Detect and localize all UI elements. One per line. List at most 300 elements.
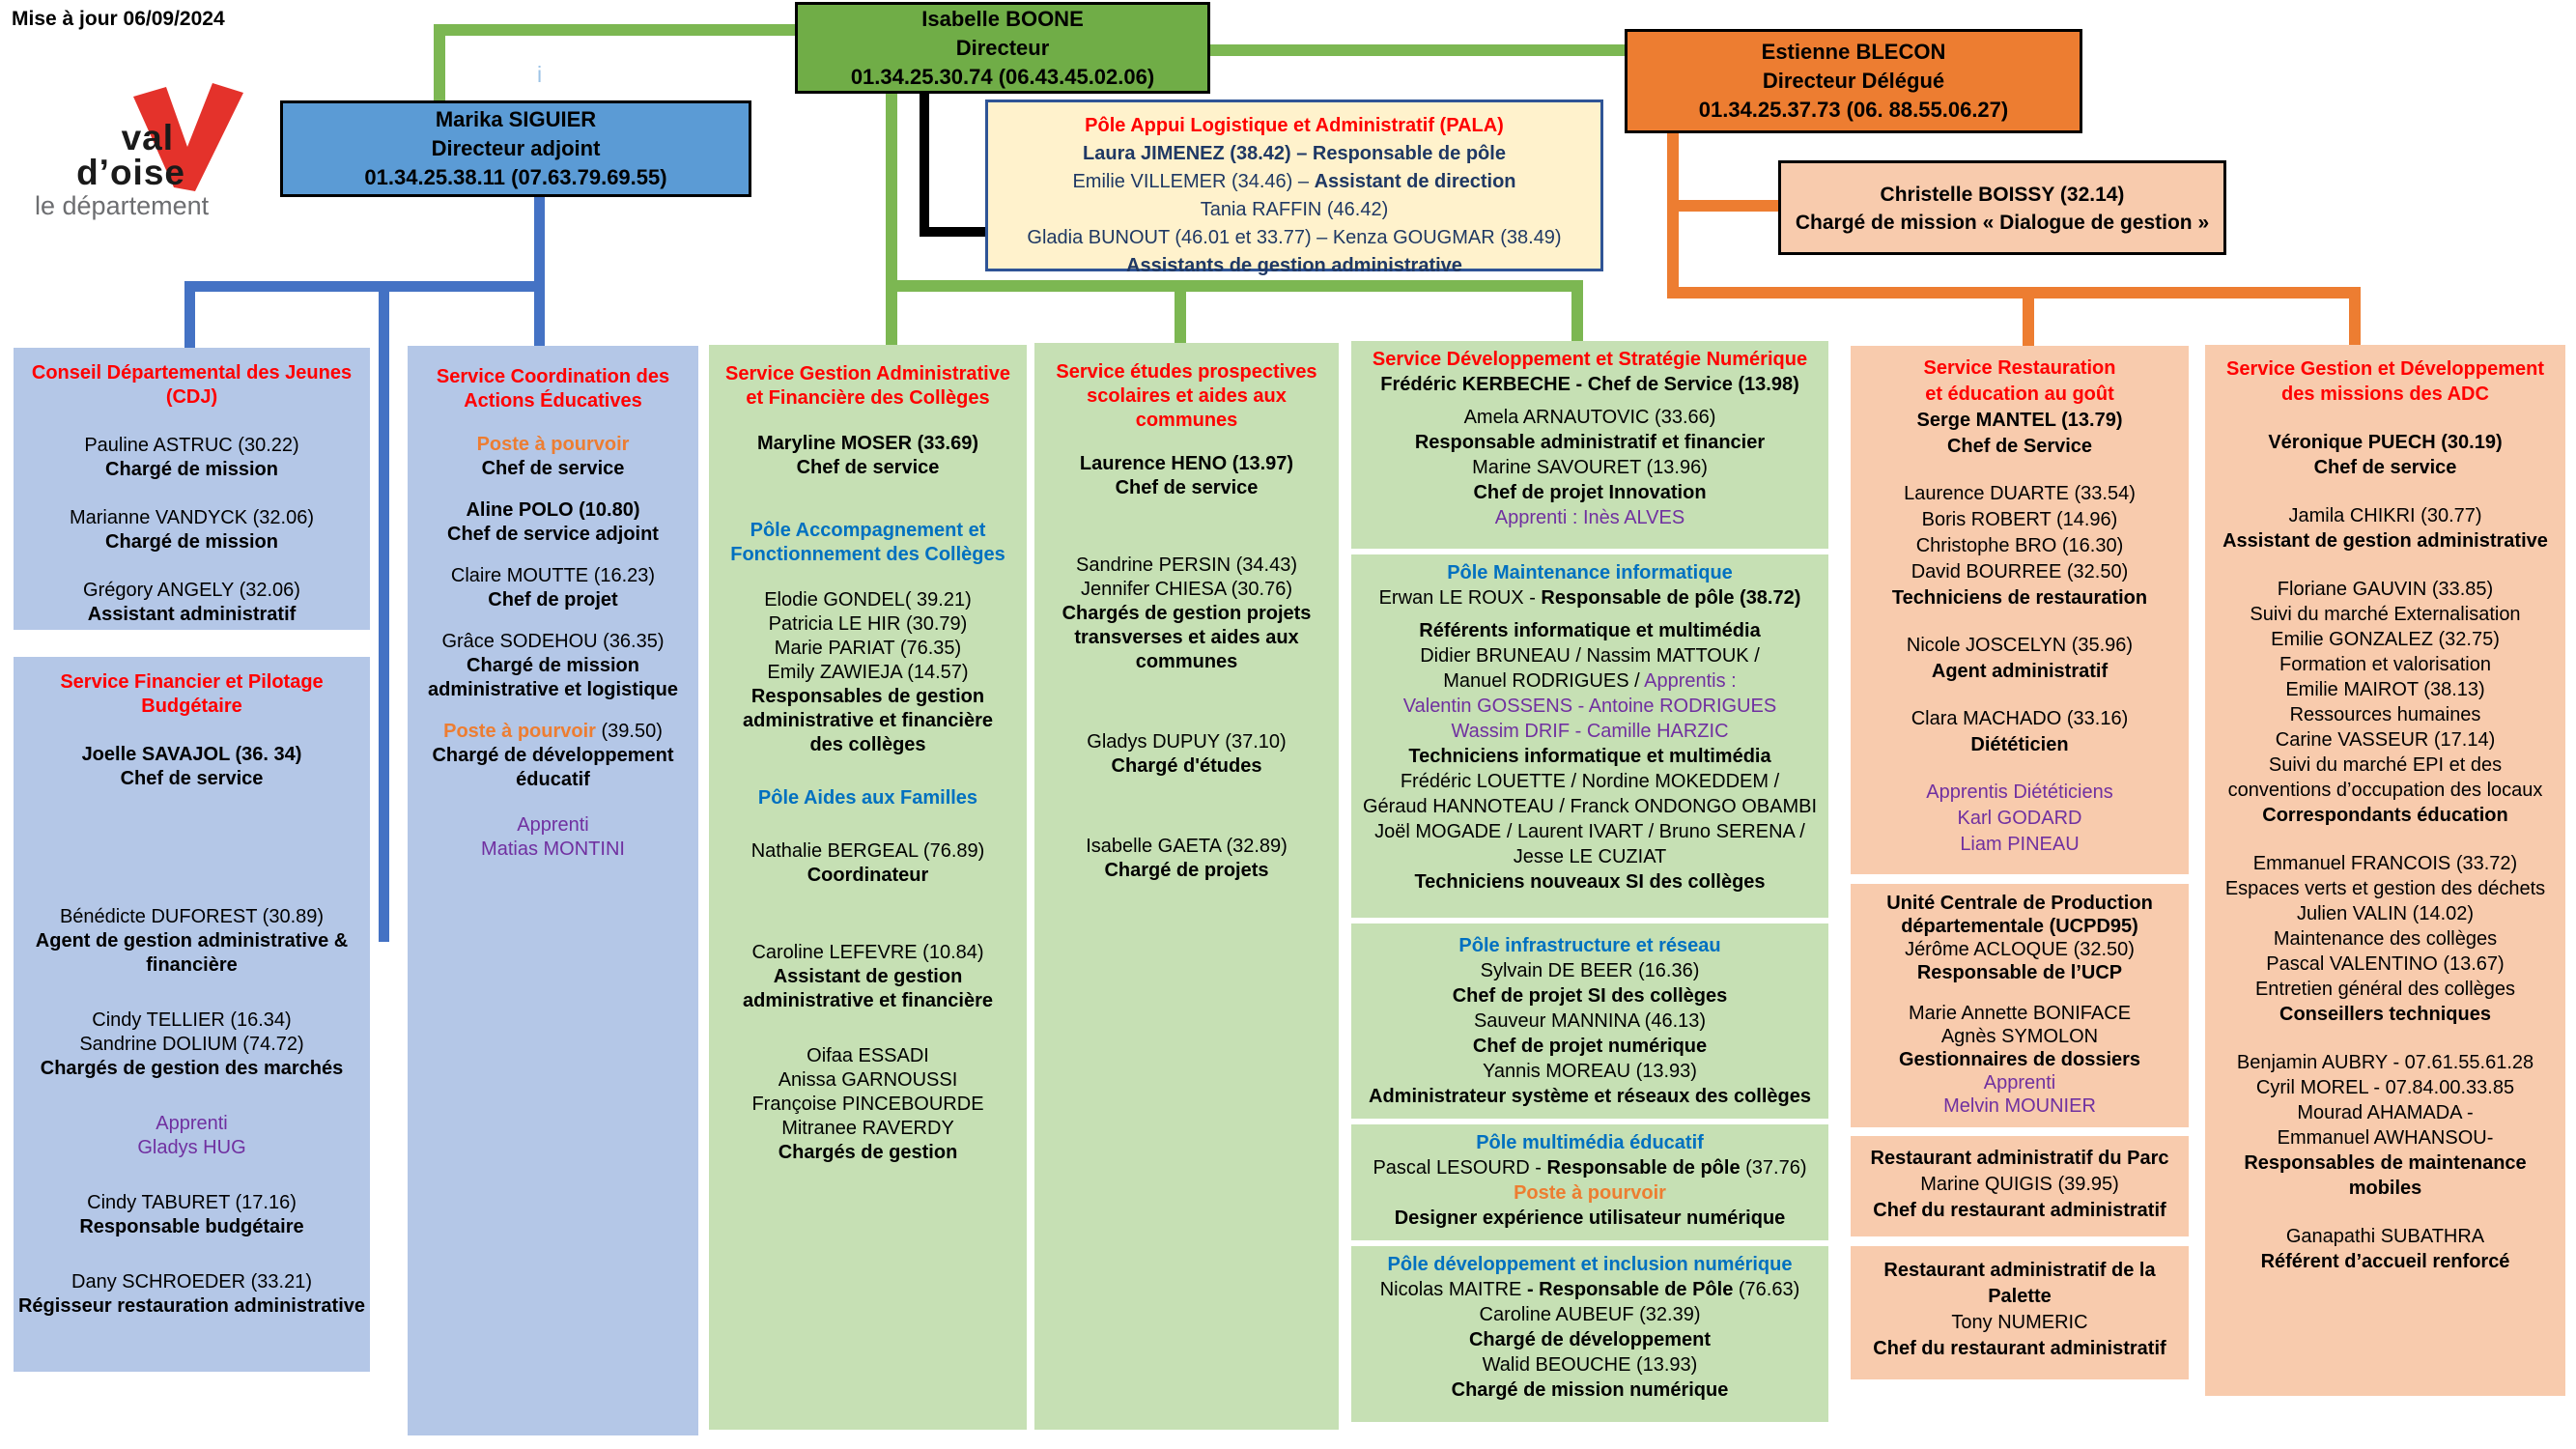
spacer — [2205, 1201, 2565, 1224]
org-text: Chef de projet numérique — [1472, 1036, 1708, 1057]
org-text: Chef de service adjoint — [447, 524, 659, 545]
org-line — [408, 720, 698, 744]
org-text: communes — [1135, 410, 1238, 431]
org-text: Serge MANTEL (13.79) — [1916, 410, 2123, 431]
org-text: communes — [1135, 651, 1238, 672]
box-pole-appui-logistique-pala — [985, 99, 1603, 276]
connector-green-drop-dsn — [1571, 280, 1583, 343]
org-line — [408, 654, 698, 678]
connector-green-right-h — [1210, 44, 1626, 56]
org-line — [1351, 430, 1828, 455]
org-text: Isabelle BOONE — [921, 6, 1084, 31]
org-line — [408, 523, 698, 547]
org-line — [1351, 694, 1828, 719]
org-line — [2205, 677, 2565, 702]
org-line — [988, 252, 1600, 280]
org-line — [2205, 652, 2565, 677]
org-text: Assistant de direction — [1314, 171, 1516, 192]
org-line — [1351, 1206, 1828, 1231]
org-text: Responsables de gestion — [750, 686, 985, 707]
org-line — [2205, 1176, 2565, 1201]
spacer — [709, 1013, 1027, 1044]
org-line — [14, 1009, 370, 1033]
org-text: Régisseur restauration administrative — [17, 1295, 365, 1317]
org-text: Frédéric LOUETTE / Nordine MOKEDDEM / — [1400, 771, 1780, 792]
org-line — [1351, 1352, 1828, 1378]
org-line — [2205, 851, 2565, 876]
org-text: Apprenti — [1983, 1072, 2056, 1094]
org-line — [1034, 602, 1339, 626]
spacer — [1351, 611, 1828, 618]
val-doise-logo — [27, 83, 259, 228]
org-line — [709, 1044, 1027, 1068]
org-text: 01.34.25.37.73 (06. 88.55.06.27) — [1698, 98, 2009, 122]
spacer — [2205, 407, 2565, 430]
spacer — [1034, 433, 1339, 452]
org-line — [1851, 1310, 2189, 1336]
spacer — [709, 480, 1027, 519]
spacer — [14, 554, 370, 579]
org-line — [1034, 452, 1339, 476]
org-text: Isabelle GAETA (32.89) — [1086, 836, 1288, 857]
org-line — [1851, 507, 2189, 533]
org-line — [709, 965, 1027, 989]
org-text: Référents informatique et multimédia — [1419, 620, 1761, 641]
org-text: Pôle infrastructure et réseau — [1458, 935, 1721, 956]
org-text: Tony NUMERIC — [1951, 1312, 2088, 1333]
org-text: (39.50) — [595, 721, 663, 742]
last-updated-label: Mise à jour 06/09/2024 — [12, 8, 225, 30]
org-text: Sandrine PERSIN (34.43) — [1075, 554, 1297, 576]
org-line — [1351, 1059, 1828, 1084]
spacer — [408, 702, 698, 720]
org-line — [14, 458, 370, 482]
org-text: Restaurant administratif de la — [1883, 1260, 2156, 1281]
org-line — [1851, 434, 2189, 460]
org-line — [283, 163, 749, 192]
org-text: Christophe BRO (16.30) — [1915, 535, 2124, 556]
org-line — [1351, 794, 1828, 819]
org-line — [988, 224, 1600, 252]
org-line — [709, 941, 1027, 965]
org-text: départementale (UCPD95) — [1901, 916, 2138, 937]
org-line — [1351, 643, 1828, 668]
org-line — [14, 929, 370, 953]
stray-mark: i — [537, 62, 543, 87]
org-text: Amela ARNAUTOVIC (33.66) — [1463, 407, 1716, 428]
org-line — [1034, 578, 1339, 602]
org-text: Assistants de gestion administrative — [1126, 255, 1462, 276]
org-text: Diététicien — [1970, 734, 2069, 755]
org-text: Joelle SAVAJOL (36. 34) — [81, 744, 302, 765]
box-service-developpement-strategie-numerique — [1351, 341, 1828, 549]
org-line — [1351, 618, 1828, 643]
org-text: mobiles — [2348, 1178, 2422, 1199]
org-text: Laura JIMENEZ (38.42) – Responsable de pôle — [1083, 143, 1506, 164]
org-text: Emilie MAIROT (38.13) — [2285, 679, 2485, 700]
org-line — [1781, 209, 2223, 237]
org-text: Christelle BOISSY (32.14) — [1880, 184, 2125, 206]
connector-orange-drop-restauration — [2023, 287, 2034, 346]
org-text: Chargé de mission « Dialogue de gestion » — [1795, 212, 2210, 234]
org-text: Laurence DUARTE (33.54) — [1904, 483, 2136, 504]
org-line — [1034, 835, 1339, 859]
org-line — [14, 361, 370, 385]
box-deputy-marika-siguier — [280, 100, 751, 197]
org-text: Walid BEOUCHE (13.93) — [1482, 1354, 1698, 1376]
org-text: Chef de service — [796, 457, 940, 478]
org-line — [1851, 1258, 2189, 1284]
org-text: Techniciens nouveaux SI des collèges — [1414, 871, 1766, 893]
box-delegate-estienne-blecon — [1625, 29, 2082, 133]
org-text: Grégory ANGELY (32.06) — [83, 580, 300, 601]
box-service-etudes-prospectives-scolaires — [1034, 343, 1339, 1430]
org-line — [1351, 769, 1828, 794]
org-text: Agnès SYMOLON — [1940, 1026, 2099, 1047]
org-line — [988, 196, 1600, 224]
org-line — [1851, 780, 2189, 806]
org-line — [1851, 732, 2189, 758]
connector-orange-v — [1667, 131, 1679, 298]
connector-blue-deputy-v — [534, 195, 545, 348]
org-text: Sylvain DE BEER (16.36) — [1480, 960, 1700, 981]
logo-text-val: val — [121, 118, 174, 157]
org-text: Mourad AHAMADA - — [2297, 1102, 2474, 1123]
org-text: 01.34.25.30.74 (06.43.45.02.06) — [850, 64, 1155, 89]
org-line — [1351, 668, 1828, 694]
org-text: Poste à pourvoir — [476, 434, 630, 455]
org-line — [1851, 355, 2189, 382]
org-line — [408, 588, 698, 612]
org-line — [408, 457, 698, 481]
org-text: Chef du restaurant administratif — [1873, 1200, 2166, 1221]
org-line — [1034, 754, 1339, 779]
org-line — [2205, 753, 2565, 778]
org-line — [408, 768, 698, 792]
spacer — [1851, 611, 2189, 633]
logo-text-doise: d’oise — [76, 153, 185, 192]
org-text: Poste à pourvoir — [443, 721, 596, 742]
org-line — [283, 105, 749, 134]
connector-green-trunk-h — [886, 280, 1583, 292]
org-line — [283, 134, 749, 163]
org-line — [709, 362, 1027, 386]
org-text: Boris ROBERT (14.96) — [1921, 509, 2118, 530]
org-line — [14, 385, 370, 410]
org-line — [1034, 384, 1339, 409]
org-text: Chargés de gestion projets — [1062, 603, 1312, 624]
org-text: Pascal LESOURD - — [1373, 1157, 1547, 1179]
org-text: Joël MOGADE / Laurent IVART / Bruno SERENA / — [1374, 821, 1805, 842]
org-text: Marine QUIGIS (39.95) — [1920, 1174, 2119, 1195]
org-line — [1351, 347, 1828, 372]
org-text: des collèges — [809, 734, 926, 755]
box-service-gestion-administrative-financiere-colleges — [709, 345, 1027, 1430]
org-line — [408, 564, 698, 588]
org-text: Erwan LE ROUX - — [1378, 587, 1542, 609]
org-text: Service Restauration — [1923, 357, 2116, 379]
org-line — [408, 498, 698, 523]
org-text: Budgétaire — [141, 696, 242, 717]
org-line — [1034, 409, 1339, 433]
spacer — [2205, 554, 2565, 577]
org-line — [2205, 702, 2565, 727]
org-line — [709, 864, 1027, 888]
spacer — [1851, 685, 2189, 706]
org-line — [1351, 983, 1828, 1009]
org-text: Correspondants éducation — [2262, 805, 2508, 826]
org-text: Nicolas MAITRE — [1379, 1279, 1527, 1300]
spacer — [1034, 779, 1339, 835]
org-line — [709, 637, 1027, 661]
box-service-financier-pilotage-budgetaire — [14, 657, 370, 1372]
org-text: Responsable budgétaire — [79, 1216, 304, 1237]
org-text: Apprenti : Inès ALVES — [1494, 507, 1685, 528]
org-line — [1351, 933, 1828, 958]
org-line — [798, 63, 1207, 92]
org-line — [1034, 626, 1339, 650]
org-line — [14, 530, 370, 554]
org-text: Designer expérience utilisateur numérique — [1394, 1208, 1786, 1229]
spacer — [1351, 397, 1828, 405]
org-text: Assistant de gestion administrative — [2222, 530, 2548, 552]
org-text: Entretien général des collèges — [2254, 979, 2516, 1000]
org-text: Didier BRUNEAU / Nassim MATTOUK / — [1420, 645, 1760, 667]
org-line — [1351, 1302, 1828, 1327]
org-line — [1851, 938, 2189, 961]
spacer — [1851, 984, 2189, 1002]
org-text: Emily ZAWIEJA (14.57) — [767, 662, 969, 683]
box-christelle-boissy — [1778, 160, 2226, 255]
connector-green-topleft-v — [434, 24, 445, 103]
org-line — [14, 905, 370, 929]
connector-blue-h — [184, 281, 545, 292]
org-line — [1851, 832, 2189, 858]
spacer — [1034, 674, 1339, 730]
spacer — [709, 757, 1027, 786]
org-line — [1034, 650, 1339, 674]
org-line — [1851, 559, 2189, 585]
org-line — [14, 1215, 370, 1239]
org-line — [1628, 96, 2080, 125]
org-text: Service Développement et Stratégie Numérique — [1372, 349, 1808, 370]
org-text: Julien VALIN (14.02) — [2296, 903, 2475, 924]
org-line — [1351, 744, 1828, 769]
org-line — [709, 588, 1027, 612]
org-line — [1351, 1130, 1828, 1155]
spacer — [408, 413, 698, 433]
org-line — [14, 1294, 370, 1319]
org-line — [1851, 915, 2189, 938]
box-director-isabelle-boone — [795, 2, 1210, 94]
org-line — [408, 433, 698, 457]
org-line — [1351, 560, 1828, 585]
org-line — [988, 168, 1600, 196]
org-line — [14, 1112, 370, 1136]
org-line — [709, 432, 1027, 456]
org-text: Yannis MOREAU (13.93) — [1483, 1061, 1697, 1082]
org-line — [988, 112, 1600, 140]
org-text: Directeur — [955, 35, 1050, 60]
org-text: (76.63) — [1733, 1279, 1800, 1300]
org-line — [1034, 730, 1339, 754]
org-line — [1351, 1252, 1828, 1277]
org-text: Chef de Service — [1946, 436, 2093, 457]
org-text: Laurence HENO (13.97) — [1079, 453, 1294, 474]
connector-orange-trunk-h — [1667, 287, 2361, 298]
org-line — [709, 1117, 1027, 1141]
spacer — [408, 481, 698, 498]
org-text: Chargé de projets — [1104, 860, 1269, 881]
spacer — [1851, 758, 2189, 780]
org-text: Techniciens de restauration — [1891, 587, 2148, 609]
logo-text-departement: le département — [35, 191, 210, 220]
org-line — [1351, 1034, 1828, 1059]
org-text: Chargé de mission — [467, 655, 639, 676]
org-text: Gestionnaires de dossiers — [1898, 1049, 2141, 1070]
org-text: Wassim DRIF - Camille HARZIC — [1451, 721, 1729, 742]
org-text: Véronique PUECH (30.19) — [2268, 432, 2503, 453]
org-line — [14, 695, 370, 719]
org-line — [709, 733, 1027, 757]
org-text: Cyril MOREL - 07.84.00.33.85 — [2255, 1077, 2515, 1098]
org-text: Chef de service — [120, 768, 264, 789]
org-text: Service Financier et Pilotage — [60, 671, 324, 693]
org-line — [1851, 1284, 2189, 1310]
org-text: Chargé d'études — [1111, 755, 1262, 777]
spacer — [2205, 828, 2565, 851]
org-text: Chargés de gestion — [778, 1142, 958, 1163]
org-text: Ressources humaines — [2289, 704, 2481, 725]
org-line — [1851, 961, 2189, 984]
org-line — [2205, 778, 2565, 803]
org-text: Maryline MOSER (33.69) — [757, 433, 978, 454]
org-text: Apprenti — [156, 1113, 228, 1134]
org-text: Service études prospectives — [1056, 361, 1317, 383]
org-text: Administrateur système et réseaux des collèges — [1369, 1086, 1811, 1107]
org-line — [1351, 1277, 1828, 1302]
org-text: scolaires et aides aux — [1087, 385, 1287, 407]
org-text: Chef de projet SI des collèges — [1452, 985, 1728, 1007]
org-line — [1851, 1198, 2189, 1224]
spacer — [14, 1081, 370, 1112]
org-text: Cindy TELLIER (16.34) — [92, 1009, 292, 1031]
org-line — [2205, 1125, 2565, 1151]
org-text: Karl GODARD — [1957, 808, 2082, 829]
org-text: Suivi du marché EPI et des — [2268, 754, 2503, 776]
org-text: Mitranee RAVERDY — [781, 1118, 954, 1139]
org-line — [709, 456, 1027, 480]
spacer — [14, 1239, 370, 1270]
org-line — [1851, 806, 2189, 832]
org-text: Emilie GONZALEZ (32.75) — [2271, 629, 2500, 650]
org-line — [2205, 727, 2565, 753]
org-text: Responsables de maintenance — [2244, 1152, 2527, 1174]
org-text: (CDJ) — [165, 386, 218, 408]
org-line — [14, 743, 370, 767]
org-line — [408, 744, 698, 768]
box-pole-infrastructure-et-reseau — [1351, 923, 1828, 1119]
org-line — [1351, 480, 1828, 505]
org-text: Tania RAFFIN (46.42) — [1200, 199, 1389, 220]
connector-green-trunk-v — [886, 92, 897, 347]
org-text: des missions des ADC — [2281, 384, 2489, 405]
org-text: Apprentis Diététiciens — [1926, 781, 2113, 803]
org-text: Jérôme ACLOQUE (32.50) — [1905, 939, 2135, 960]
box-service-restauration-education-gout — [1851, 346, 2189, 874]
org-line — [2205, 1002, 2565, 1027]
org-line — [2205, 1151, 2565, 1176]
org-line — [1851, 481, 2189, 507]
org-text: et éducation au goût — [1925, 384, 2114, 405]
org-text: Pôle Appui Logistique et Administratif (PALA) — [1085, 115, 1504, 136]
org-line — [1628, 38, 2080, 67]
org-text: Gladys DUPUY (37.10) — [1087, 731, 1287, 753]
org-text: Chef de service — [481, 458, 625, 479]
org-line — [1851, 1002, 2189, 1025]
org-text: Chef de projet — [488, 589, 618, 611]
org-text: Oifaa ESSADI — [807, 1045, 929, 1066]
org-line — [1034, 476, 1339, 500]
spacer — [2205, 1027, 2565, 1050]
org-text: Grâce SODEHOU (36.35) — [441, 631, 665, 652]
org-line — [14, 603, 370, 627]
org-line — [2205, 803, 2565, 828]
spacer — [1034, 500, 1339, 554]
org-line — [2205, 430, 2565, 455]
box-service-coordination-actions-educatives — [408, 346, 698, 1435]
org-line — [1351, 819, 1828, 844]
org-text: Chargé de mission — [105, 459, 278, 480]
org-text: David BOURREE (32.50) — [1911, 561, 2129, 582]
org-line — [988, 140, 1600, 168]
org-text: Conseil Départemental des Jeunes — [31, 362, 353, 384]
org-line — [14, 767, 370, 791]
org-line — [14, 953, 370, 978]
box-pole-developpement-inclusion-numerique — [1351, 1246, 1828, 1422]
org-text: Responsable administratif et financier — [1414, 432, 1766, 453]
org-text: Service Gestion Administrative — [725, 363, 1010, 384]
org-line — [2205, 876, 2565, 901]
org-line — [1351, 719, 1828, 744]
org-text: Pascal VALENTINO (13.67) — [2266, 953, 2505, 975]
org-line — [2205, 602, 2565, 627]
spacer — [709, 888, 1027, 941]
org-text: Espaces verts et gestion des déchets — [2224, 878, 2546, 899]
spacer — [14, 1160, 370, 1191]
org-text: Chargé de développement — [1468, 1329, 1712, 1350]
org-text: Bénédicte DUFOREST (30.89) — [59, 906, 325, 927]
connector-black-v — [920, 92, 929, 237]
spacer — [14, 482, 370, 506]
org-text: Sandrine DOLIUM (74.72) — [79, 1034, 304, 1055]
spacer — [709, 810, 1027, 839]
org-text: (37.76) — [1740, 1157, 1807, 1179]
org-text: Emmanuel FRANCOIS (33.72) — [2252, 853, 2518, 874]
org-line — [2205, 503, 2565, 528]
org-text: 01.34.25.38.11 (07.63.79.69.55) — [364, 165, 667, 189]
org-line — [1351, 1155, 1828, 1180]
org-text: Pôle Accompagnement et — [750, 520, 986, 541]
org-text: Chargés de gestion des marchés — [40, 1058, 344, 1079]
org-text: Fonctionnement des Collèges — [730, 544, 1005, 565]
org-text: Apprenti — [517, 814, 589, 836]
org-text: Manuel RODRIGUES / — [1443, 670, 1645, 692]
org-text: Actions Éducatives — [464, 390, 642, 412]
org-line — [2205, 977, 2565, 1002]
org-text: Directeur Délégué — [1762, 69, 1945, 93]
org-text: Anissa GARNOUSSI — [778, 1069, 958, 1091]
